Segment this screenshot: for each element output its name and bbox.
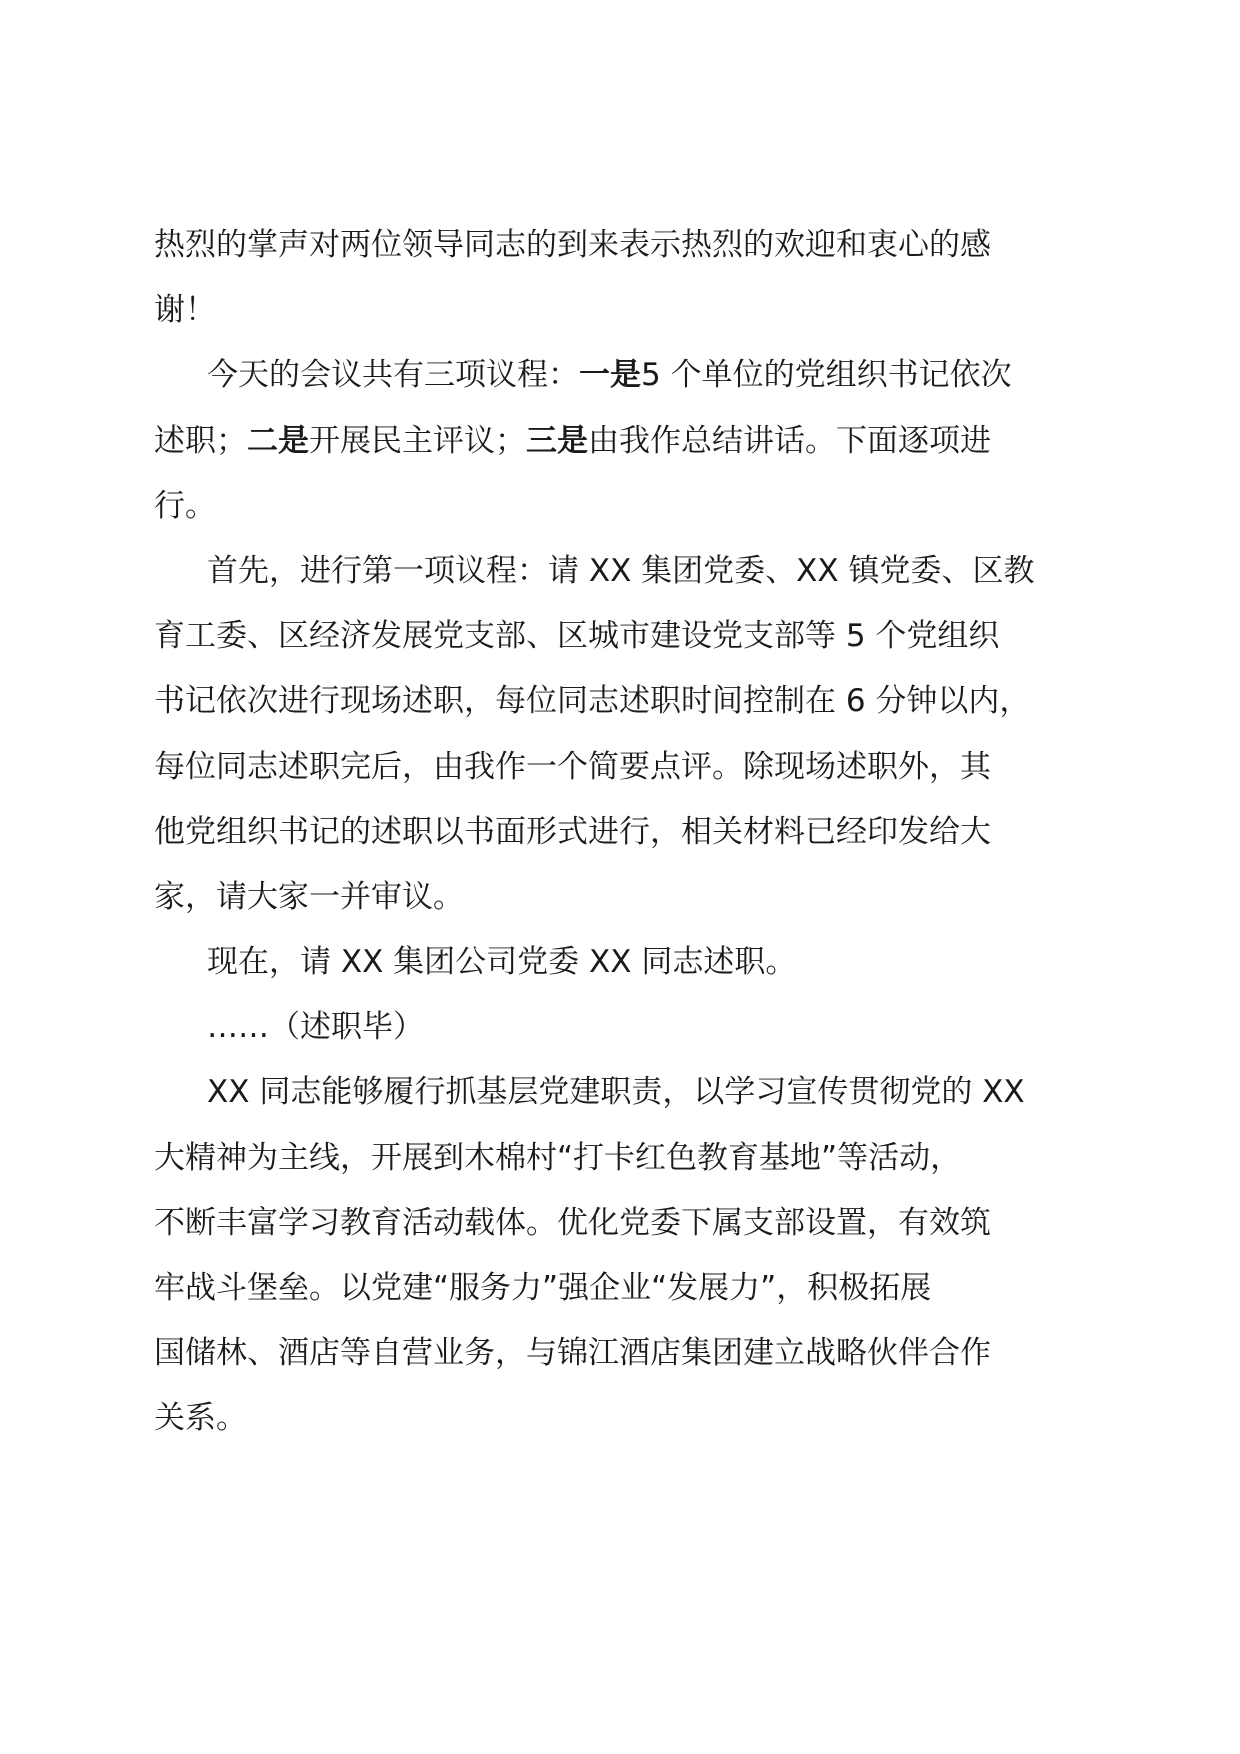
text-segment: 首先，进行第一项议程：请 XX 集团党委、XX 镇党委、区教 <box>207 552 1035 589</box>
text-line <box>154 213 1094 278</box>
text-segment: 牢战斗堡垒。以党建“服务力”强企业“发展力”，积极拓展 <box>154 1270 932 1306</box>
text-segment: 开展民主评议； <box>309 422 526 459</box>
text-line <box>154 1321 1094 1386</box>
text-segment: 大精神为主线，开展到木棉村“打卡红色教育基地”等活动， <box>154 1139 962 1176</box>
document-body <box>154 213 1094 1452</box>
text-segment: 5 个单位的党组织书记依次 <box>641 357 1012 394</box>
text-line <box>154 604 1094 669</box>
text-line <box>154 1126 1094 1191</box>
paragraph-first-line <box>154 995 1094 1060</box>
text-line <box>154 669 1094 734</box>
text-line <box>154 1256 1094 1321</box>
paragraph-first-line <box>154 1060 1094 1125</box>
text-segment: 家，请大家一并审议。 <box>154 878 464 915</box>
text-segment: 行。 <box>154 487 216 524</box>
paragraph-first-line <box>154 930 1094 995</box>
text-segment: 述职； <box>154 422 247 459</box>
text-line <box>154 409 1094 474</box>
text-line <box>154 865 1094 930</box>
text-segment: 由我作总结讲话。下面逐项进 <box>588 422 991 459</box>
text-segment: ……（述职毕） <box>207 1009 424 1046</box>
bold-emphasis-text: 一是 <box>579 357 641 394</box>
text-segment: 关系。 <box>154 1400 247 1437</box>
text-line <box>154 474 1094 539</box>
paragraph-first-line <box>154 539 1094 604</box>
text-line <box>154 1386 1094 1451</box>
text-segment: 谢！ <box>154 292 216 329</box>
text-segment: 不断丰富学习教育活动载体。优化党委下属支部设置，有效筑 <box>154 1204 991 1241</box>
text-segment: 他党组织书记的述职以书面形式进行，相关材料已经印发给大 <box>154 813 991 850</box>
text-segment: 热烈的掌声对两位领导同志的到来表示热烈的欢迎和衷心的感 <box>154 227 991 263</box>
text-line <box>154 1191 1094 1256</box>
text-segment: 国储林、酒店等自营业务，与锦江酒店集团建立战略伙伴合作 <box>154 1335 991 1372</box>
bold-emphasis-text: 二是 <box>247 422 309 459</box>
text-segment: 书记依次进行现场述职，每位同志述职时间控制在 6 分钟以内， <box>154 683 1031 720</box>
text-segment: 现在，请 XX 集团公司党委 XX 同志述职。 <box>207 944 797 981</box>
text-segment: XX 同志能够履行抓基层党建职责，以学习宣传贯彻党的 XX <box>207 1074 1025 1111</box>
text-line <box>154 800 1094 865</box>
text-segment: 每位同志述职完后，由我作一个简要点评。除现场述职外，其 <box>154 748 991 785</box>
bold-emphasis-text: 三是 <box>526 422 588 459</box>
text-segment: 今天的会议共有三项议程： <box>207 357 579 394</box>
text-line <box>154 735 1094 800</box>
text-segment: 育工委、区经济发展党支部、区城市建设党支部等 5 个党组织 <box>154 618 1000 655</box>
paragraph-first-line <box>154 343 1094 408</box>
text-line <box>154 278 1094 343</box>
